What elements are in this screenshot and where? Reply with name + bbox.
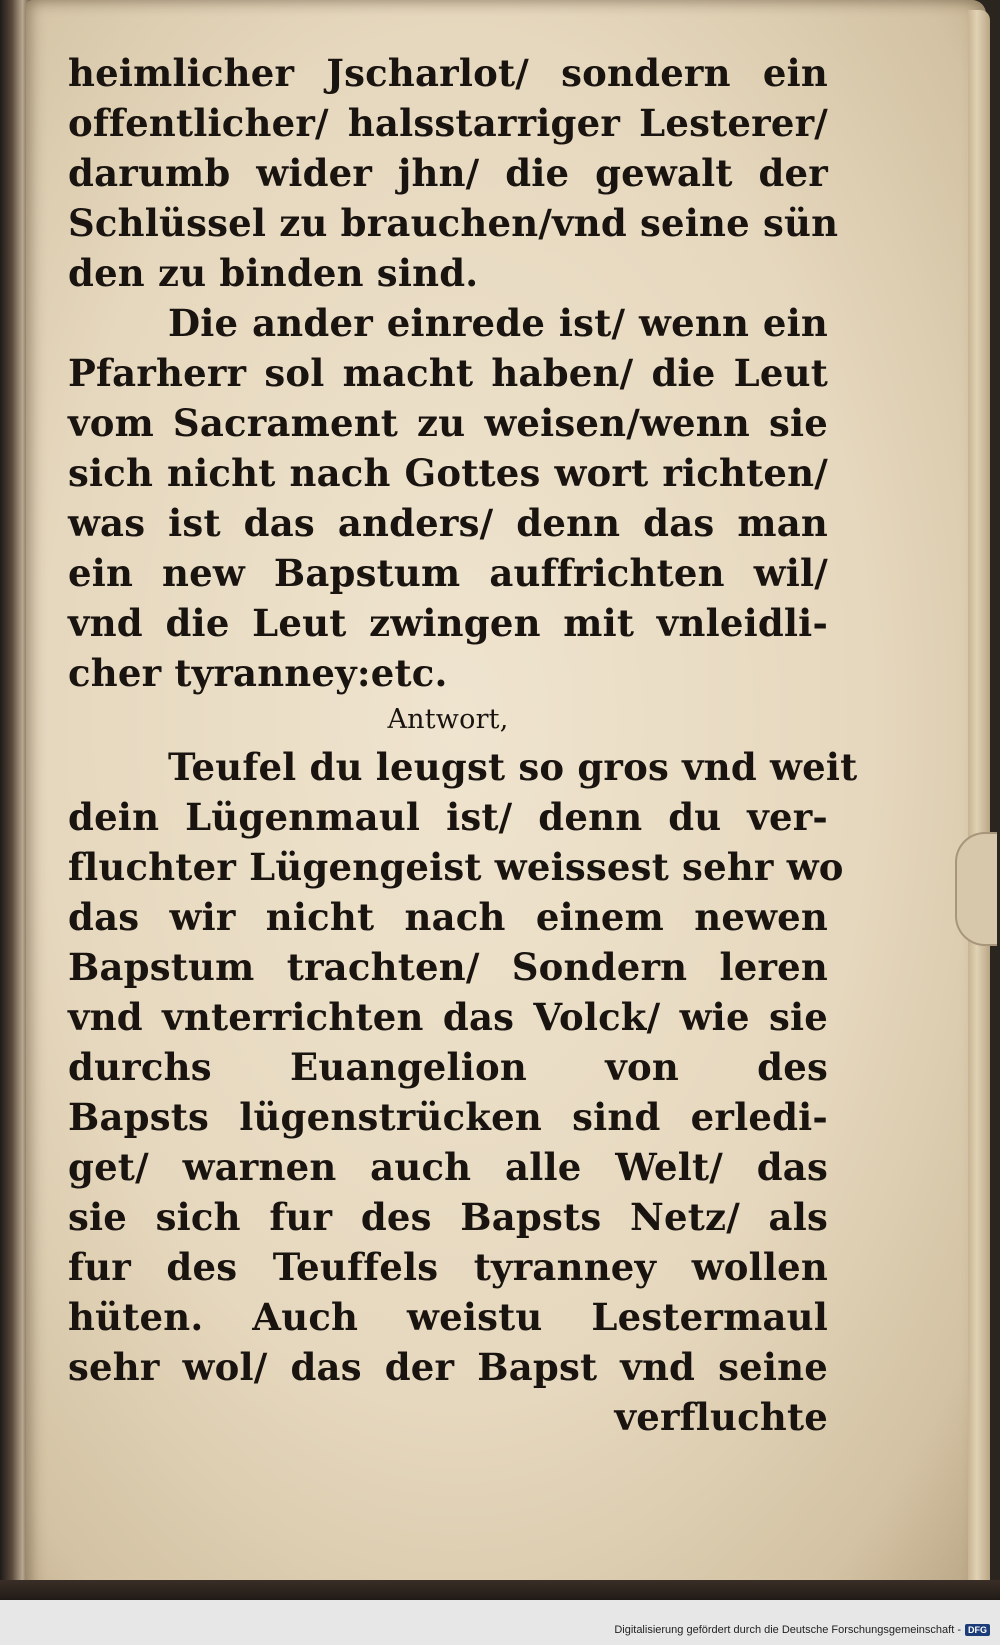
text-line: dein Lügenmaul ist/ denn du ver- — [68, 795, 828, 839]
text-line: ein new Bapstum auffrichten wil/ — [68, 551, 828, 595]
text-line: durchs Euangelion von des — [68, 1045, 828, 1089]
text-line: cher tyranney:etc. — [68, 651, 448, 695]
text-line: den zu binden sind. — [68, 251, 479, 295]
text-line: darumb wider jhn/ die gewalt der — [68, 151, 828, 195]
dfg-logo: DFG — [965, 1624, 990, 1636]
text-line: Bapstum trachten/ Sondern leren — [68, 945, 828, 989]
text-line: hüten. Auch weistu Lestermaul — [68, 1295, 828, 1339]
footer-band — [0, 1600, 1000, 1645]
text-line: vnd vnterrichten das Volck/ wie sie — [68, 995, 828, 1039]
scanner-bed — [0, 1580, 1000, 1602]
digitization-credit — [614, 1624, 990, 1636]
text-line: was ist das anders/ denn das man — [68, 501, 828, 545]
text-line: Schlüssel zu brauchen/vnd seine sün — [68, 201, 839, 245]
text-line: Bapsts lügenstrücken sind erledi- — [68, 1095, 828, 1139]
catchword: verfluchte — [614, 1395, 828, 1439]
text-line: vom Sacrament zu weisen/wenn sie — [68, 401, 828, 445]
text-line: offentlicher/ halsstarriger Lesterer/ — [68, 101, 828, 145]
text-line: fur des Teuffels tyranney wollen — [68, 1245, 828, 1289]
page-fold-tab — [955, 832, 997, 946]
text-line: sich nicht nach Gottes wort richten/ — [68, 451, 828, 495]
page-text — [68, 48, 858, 1442]
text-line: Pfarherr sol macht haben/ die Leut — [68, 351, 828, 395]
page-stack-edge — [968, 10, 990, 1595]
text-line: Die ander einrede ist/ wenn ein — [168, 301, 828, 345]
section-heading: Antwort, — [387, 704, 509, 735]
text-line: vnd die Leut zwingen mit vnleidli- — [68, 601, 828, 645]
text-line: sie sich fur des Bapsts Netz/ als — [68, 1195, 828, 1239]
text-line: Teufel du leugst so gros vnd weit — [168, 745, 858, 789]
text-line: das wir nicht nach einem newen — [68, 895, 828, 939]
text-line: get/ warnen auch alle Welt/ das — [68, 1145, 828, 1189]
text-line: fluchter Lügengeist weissest sehr wo — [68, 845, 844, 889]
text-line: sehr wol/ das der Bapst vnd seine — [68, 1345, 828, 1389]
credit-text: Digitalisierung gefördert durch die Deutsche Forschungsgemeinschaft - — [614, 1624, 961, 1636]
text-line: heimlicher Jscharlot/ sondern ein — [68, 51, 828, 95]
